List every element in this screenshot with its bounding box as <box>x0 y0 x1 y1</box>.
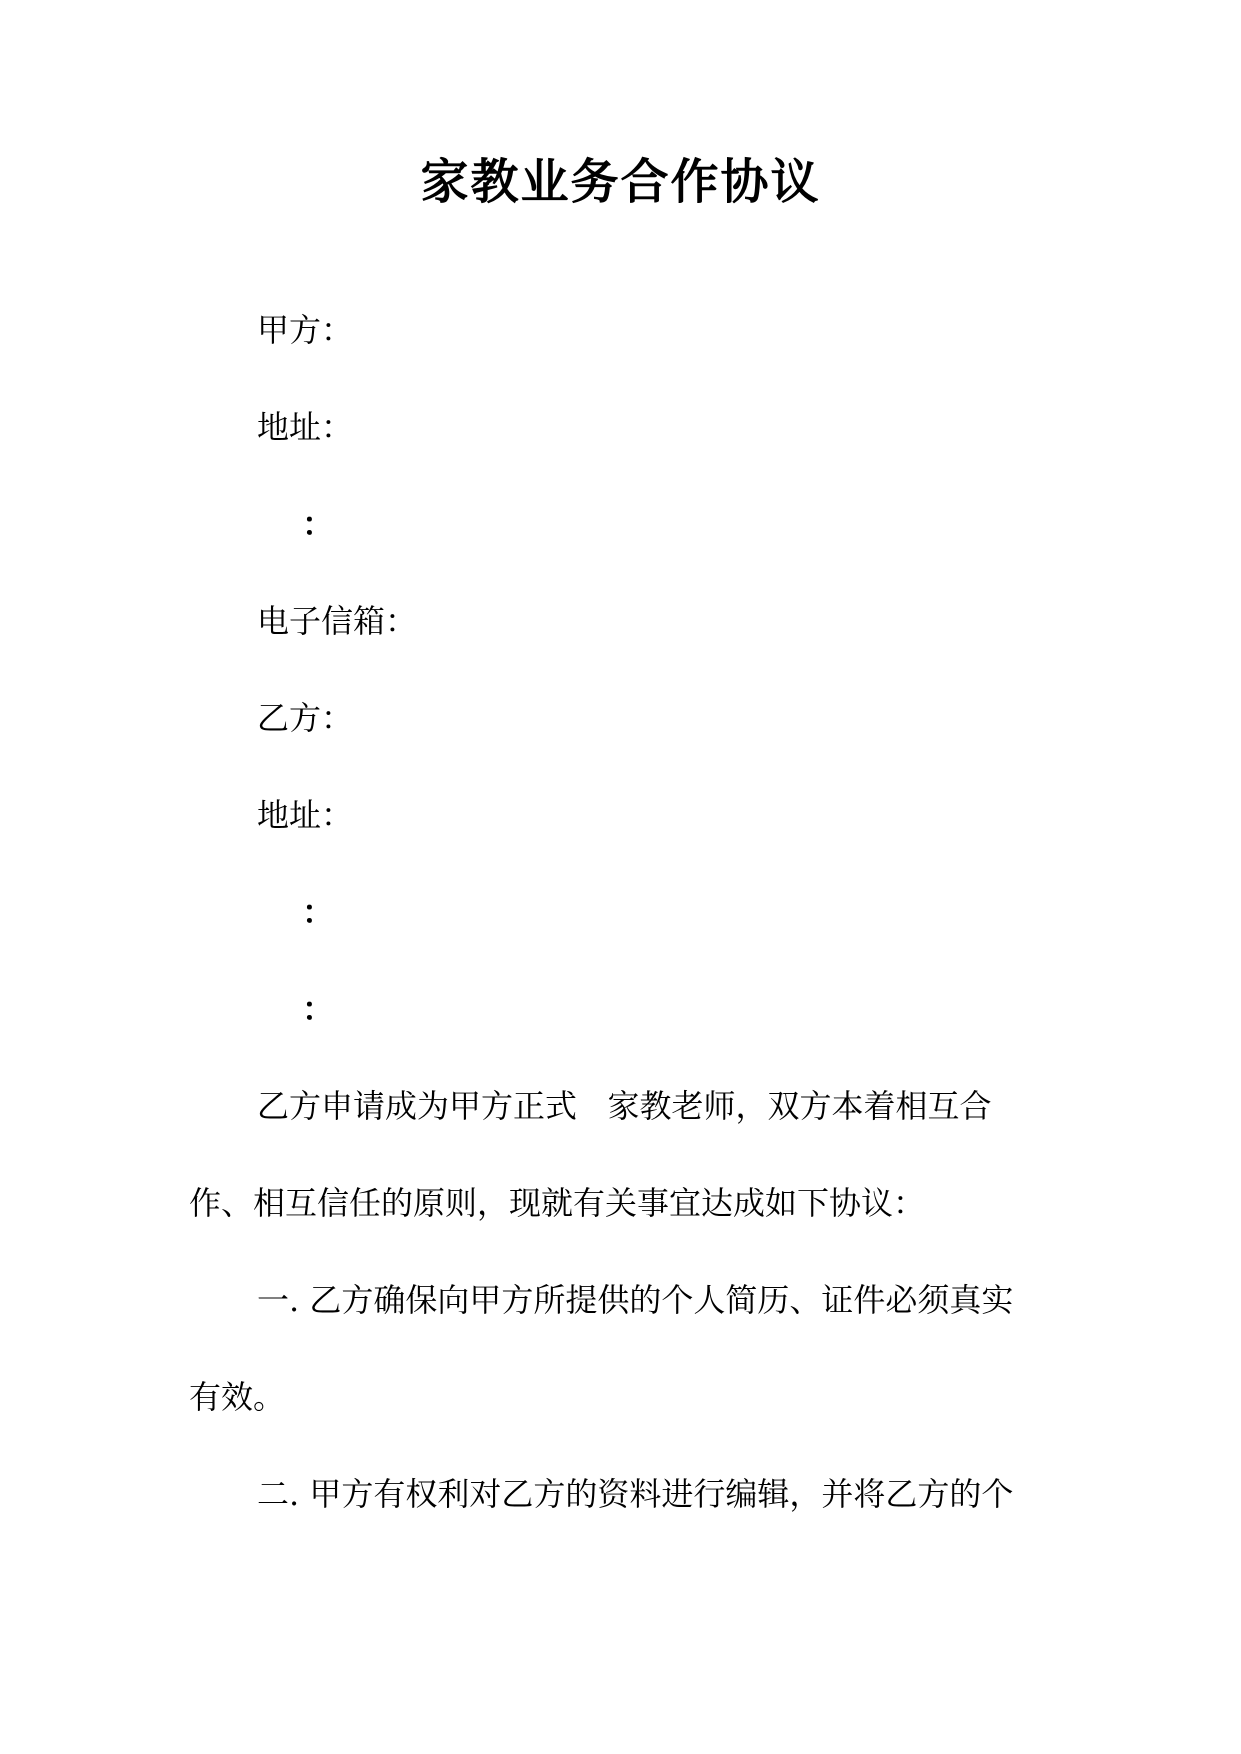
intro-paragraph-line-1: 乙方申请成为甲方正式 家教老师，双方本着相互合 <box>257 1087 992 1125</box>
party-a-email-label: 电子信箱： <box>257 602 418 640</box>
party-b-blank-field-colon-2: ： <box>302 990 335 1028</box>
clause-1-line-1: 一. 乙方确保向甲方所提供的个人简历、证件必须真实 <box>257 1281 1014 1319</box>
party-b-blank-field-colon-1: ： <box>302 893 335 931</box>
party-b-address-label: 地址： <box>257 796 354 834</box>
intro-paragraph-line-2: 作、相互信任的原则，现就有关事宜达成如下协议： <box>189 1184 926 1222</box>
clause-2-line-1: 二. 甲方有权利对乙方的资料进行编辑，并将乙方的个 <box>257 1475 1014 1513</box>
document-title: 家教业务合作协议 <box>420 154 821 210</box>
clause-1-line-2: 有效。 <box>189 1378 286 1416</box>
party-b-label: 乙方： <box>257 699 354 737</box>
party-a-label: 甲方： <box>257 311 354 349</box>
party-a-blank-field-colon: ： <box>302 505 335 543</box>
party-a-address-label: 地址： <box>257 408 354 446</box>
